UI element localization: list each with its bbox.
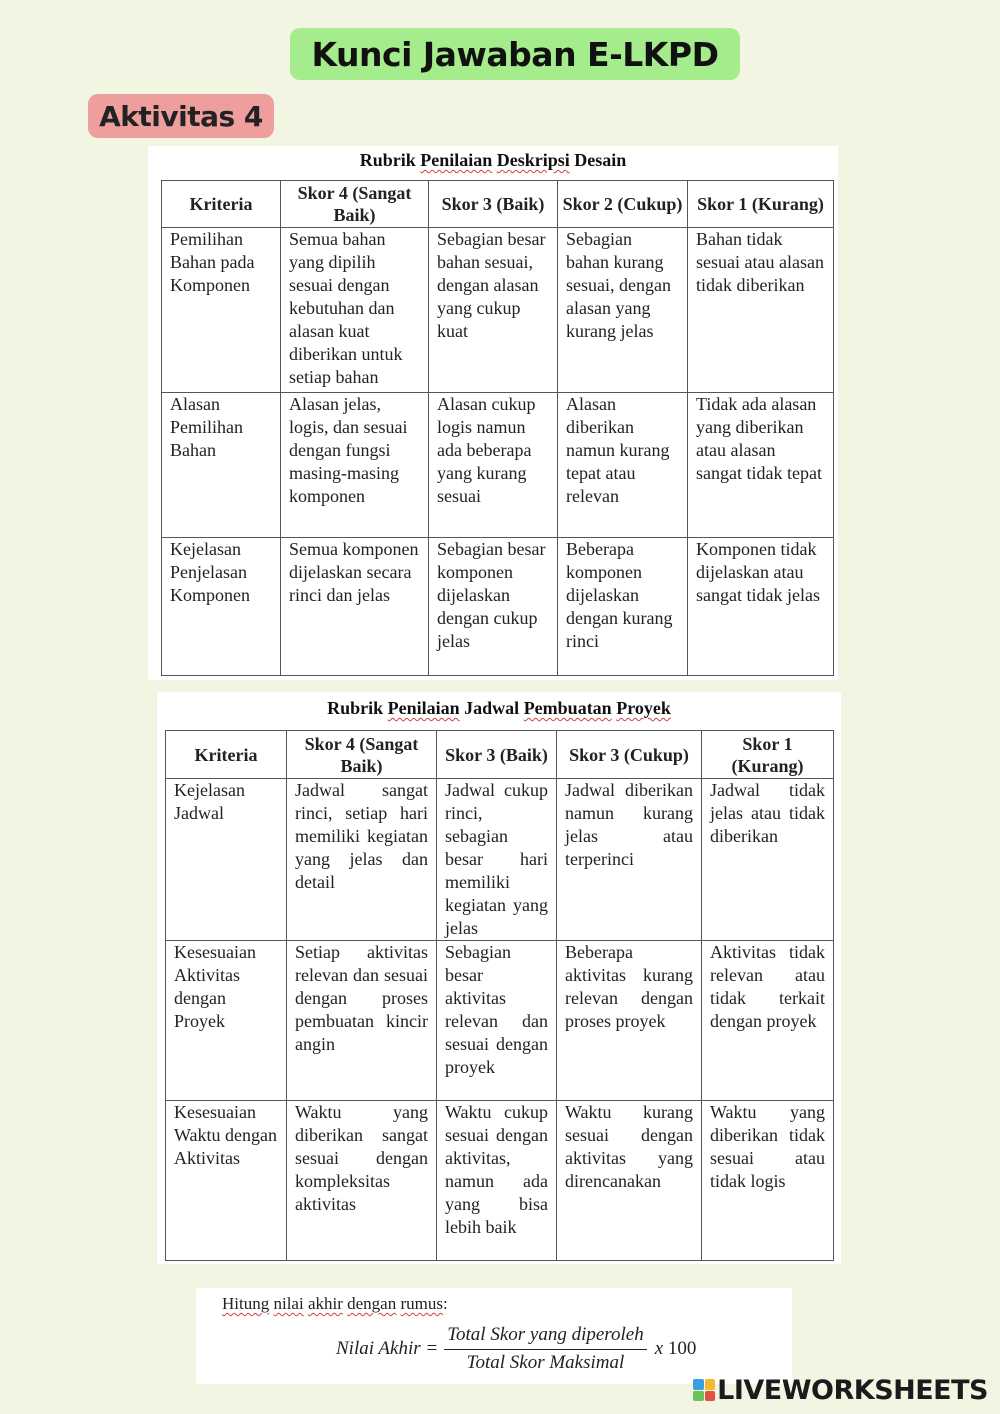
column-header: Kriteria: [166, 731, 287, 779]
formula-equation: [336, 1324, 696, 1374]
column-header: Skor 4 (Sangat Baik): [287, 731, 437, 779]
table-cell: Jadwal diberikan namun kurang jelas atau terperinci: [557, 779, 702, 941]
table-cell: Sebagian besar aktivitas relevan dan sesuai dengan proyek: [437, 941, 557, 1101]
criteria-cell: Pemilihan Bahan pada Komponen: [162, 228, 281, 393]
formula-fraction: [444, 1324, 647, 1374]
table-cell: Jadwal sangat rinci, setiap hari memiliki kegiatan yang jelas dan detail: [287, 779, 437, 941]
table-row: [166, 1101, 834, 1261]
rubric-jadwal-title: Rubrik Penilaian Jadwal Pembuatan Proyek: [327, 698, 671, 718]
table-cell: Tidak ada alasan yang diberikan atau alasan sangat tidak tepat: [688, 393, 834, 538]
criteria-cell: Kejelasan Jadwal: [166, 779, 287, 941]
rubric-desain-title: Rubrik Penilaian Deskripsi Desain: [359, 150, 627, 170]
table-cell: Semua komponen dijelaskan secara rinci dan jelas: [281, 538, 429, 676]
table-cell: Waktu kurang sesuai dengan aktivitas yang direncanakan: [557, 1101, 702, 1261]
formula-lhs: Nilai Akhir =: [336, 1338, 439, 1359]
formula-instruction: Hitung nilai akhir dengan rumus:: [222, 1294, 448, 1313]
table-row: [162, 538, 834, 676]
table-cell: Bahan tidak sesuai atau alasan tidak diberikan: [688, 228, 834, 393]
liveworksheets-logo: [693, 1374, 988, 1406]
page-title: Kunci Jawaban E-LKPD: [290, 28, 740, 80]
rubric-desain-table: [161, 180, 834, 676]
table-cell: Beberapa aktivitas kurang relevan dengan proses proyek: [557, 941, 702, 1101]
table-header-row: [166, 731, 834, 779]
table-cell: Setiap aktivitas relevan dan sesuai dengan proses pembuatan kincir angin: [287, 941, 437, 1101]
column-header: Skor 3 (Baik): [429, 181, 558, 228]
table-cell: Alasan jelas, logis, dan sesuai dengan fungsi masing-masing komponen: [281, 393, 429, 538]
table-cell: Semua bahan yang dipilih sesuai dengan kebutuhan dan alasan kuat diberikan untuk setiap bahan: [281, 228, 429, 393]
table-row: [162, 393, 834, 538]
table-cell: Alasan cukup logis namun ada beberapa yang kurang sesuai: [429, 393, 558, 538]
table-header-row: [162, 181, 834, 228]
table-cell: Jadwal tidak jelas atau tidak diberikan: [702, 779, 834, 941]
formula-panel: [196, 1288, 792, 1384]
liveworksheets-icon: [693, 1379, 715, 1401]
table-cell: Waktu yang diberikan sangat sesuai dengan kompleksitas aktivitas: [287, 1101, 437, 1261]
column-header: Skor 4 (Sangat Baik): [281, 181, 429, 228]
rubric-desain-panel: [148, 146, 838, 680]
table-cell: Sebagian besar bahan sesuai, dengan alasan yang cukup kuat: [429, 228, 558, 393]
section-label: Aktivitas 4: [88, 94, 274, 138]
column-header: Skor 3 (Baik): [437, 731, 557, 779]
formula-denominator: Total Skor Maksimal: [466, 1352, 625, 1373]
table-cell: Sebagian bahan kurang sesuai, dengan alasan yang kurang jelas: [558, 228, 688, 393]
column-header: Skor 1 (Kurang): [688, 181, 834, 228]
table-cell: Alasan diberikan namun kurang tepat atau relevan: [558, 393, 688, 538]
table-row: [166, 779, 834, 941]
criteria-cell: Kesesuaian Aktivitas dengan Proyek: [166, 941, 287, 1101]
table-row: [166, 941, 834, 1101]
table-row: [162, 228, 834, 393]
criteria-cell: Kejelasan Penjelasan Komponen: [162, 538, 281, 676]
criteria-cell: Alasan Pemilihan Bahan: [162, 393, 281, 538]
table-cell: Komponen tidak dijelaskan atau sangat tidak jelas: [688, 538, 834, 676]
column-header: Skor 1 (Kurang): [702, 731, 834, 779]
table-cell: Aktivitas tidak relevan atau tidak terkait dengan proyek: [702, 941, 834, 1101]
table-cell: Sebagian besar komponen dijelaskan dengan cukup jelas: [429, 538, 558, 676]
criteria-cell: Kesesuaian Waktu dengan Aktivitas: [166, 1101, 287, 1261]
brand-name: LIVEWORKSHEETS: [717, 1374, 988, 1406]
column-header: Skor 3 (Cukup): [557, 731, 702, 779]
table-cell: Jadwal cukup rinci, sebagian besar hari memiliki kegiatan yang jelas: [437, 779, 557, 941]
formula-numerator: Total Skor yang diperoleh: [444, 1324, 647, 1350]
column-header: Skor 2 (Cukup): [558, 181, 688, 228]
column-header: Kriteria: [162, 181, 281, 228]
table-cell: Waktu cukup sesuai dengan aktivitas, namun ada yang bisa lebih baik: [437, 1101, 557, 1261]
rubric-jadwal-panel: [157, 692, 841, 1264]
table-cell: Beberapa komponen dijelaskan dengan kurang rinci: [558, 538, 688, 676]
rubric-jadwal-table: [165, 730, 834, 1261]
formula-multiplier: x 100: [654, 1338, 697, 1359]
table-cell: Waktu yang diberikan tidak sesuai atau tidak logis: [702, 1101, 834, 1261]
